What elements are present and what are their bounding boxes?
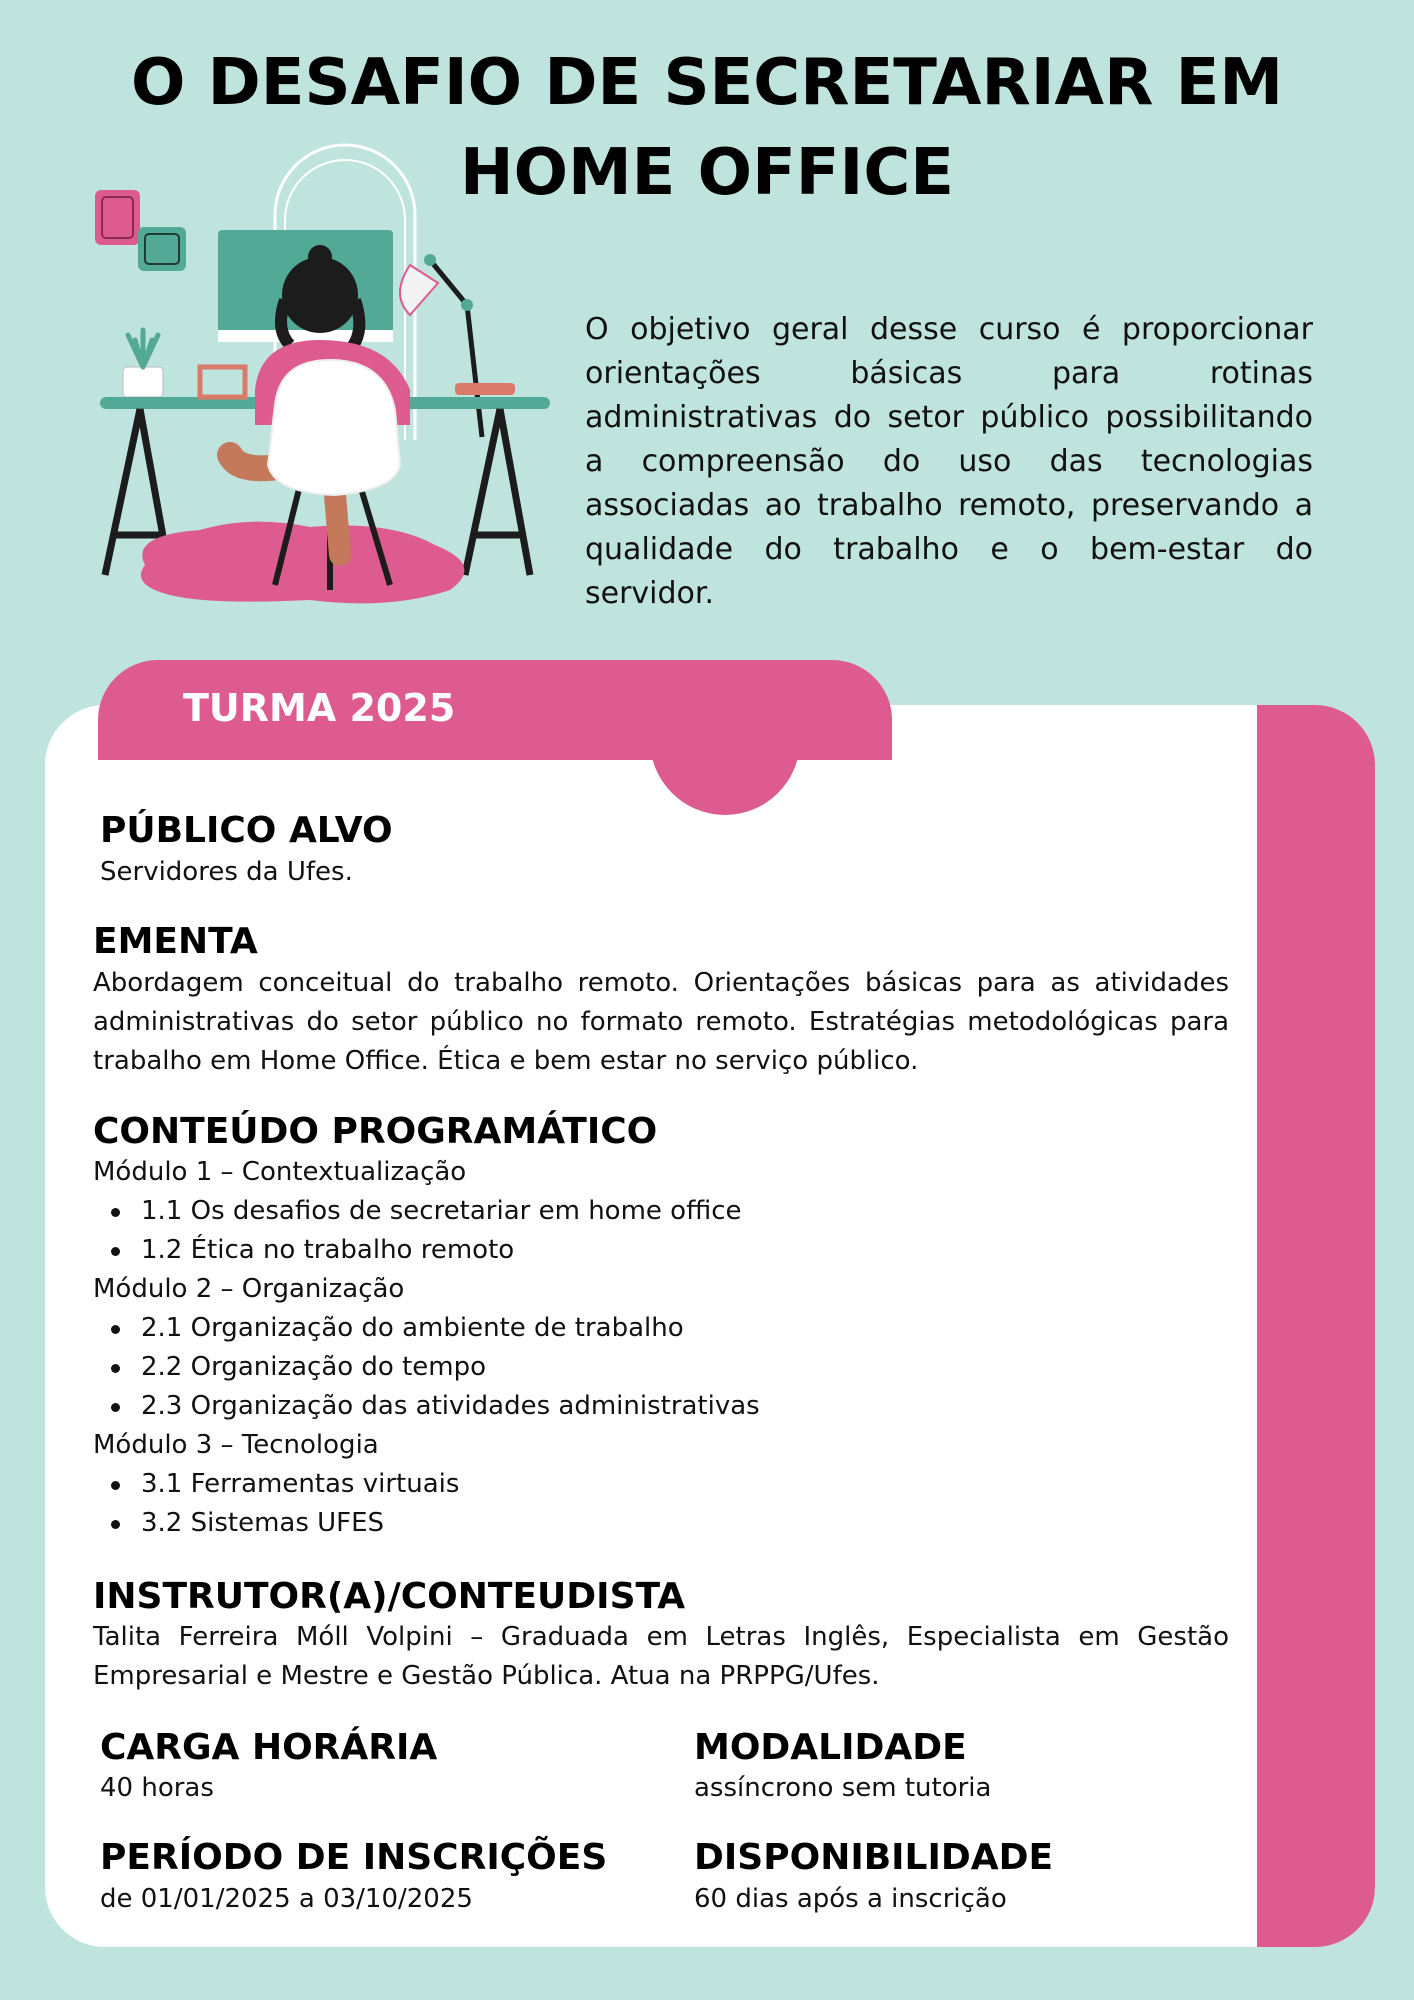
- disponibilidade-text: 60 dias após a inscrição: [694, 1884, 1007, 1914]
- list-item: 2.2 Organização do tempo: [93, 1348, 1193, 1387]
- course-objective-text: O objetivo geral desse curso é proporcionar orientações básicas para rotinas administrativas do setor público possibilitando a compreensão do uso das tecnologias associadas ao trabalho remoto, preservando a qualidade do trabalho e o bem-estar do servidor.: [585, 312, 1313, 611]
- ementa-text: Abordagem conceitual do trabalho remoto. Orientações básicas para as atividades administrativas do setor público no formato remoto. Estratégias metodológicas para trabalho em Home Office. Ética e bem estar no serviço público.: [93, 968, 1229, 1076]
- list-item: 3.2 Sistemas UFES: [93, 1504, 1193, 1543]
- card-accent-stripe: [1257, 705, 1375, 1947]
- list-item: 1.1 Os desafios de secretariar em home office: [93, 1192, 1193, 1231]
- publico-heading: PÚBLICO ALVO: [100, 810, 393, 851]
- list-item: 2.3 Organização das atividades administrativas: [93, 1387, 1193, 1426]
- publico-text: Servidores da Ufes.: [100, 857, 353, 887]
- periodo-text: de 01/01/2025 a 03/10/2025: [100, 1884, 473, 1914]
- page-title: O DESAFIO DE SECRETARIAR EM HOME OFFICE: [130, 46, 1284, 210]
- list-item: 1.2 Ética no trabalho remoto: [93, 1231, 1193, 1270]
- woman-at-desk-illustration: [90, 135, 570, 625]
- periodo-heading: PERÍODO DE INSCRIÇÕES: [100, 1837, 608, 1878]
- ementa-heading: EMENTA: [93, 921, 258, 962]
- conteudo-list: [93, 1153, 1193, 1543]
- module-title: Módulo 2 – Organização: [93, 1274, 405, 1304]
- module-title: Módulo 3 – Tecnologia: [93, 1430, 379, 1460]
- instrutor-text: Talita Ferreira Móll Volpini – Graduada em Letras Inglês, Especialista em Gestão Empresarial e Mestre e Gestão Pública. Atua na PRPPG/Ufes.: [93, 1622, 1229, 1691]
- carga-text: 40 horas: [100, 1773, 214, 1803]
- carga-heading: CARGA HORÁRIA: [100, 1727, 438, 1768]
- disponibilidade-heading: DISPONIBILIDADE: [694, 1837, 1054, 1878]
- module-title: Módulo 1 – Contextualização: [93, 1157, 467, 1187]
- modalidade-heading: MODALIDADE: [694, 1727, 967, 1768]
- list-item: 3.1 Ferramentas virtuais: [93, 1465, 1193, 1504]
- conteudo-heading: CONTEÚDO PROGRAMÁTICO: [93, 1111, 658, 1152]
- list-item: 2.1 Organização do ambiente de trabalho: [93, 1309, 1193, 1348]
- modalidade-text: assíncrono sem tutoria: [694, 1773, 992, 1803]
- instrutor-heading: INSTRUTOR(A)/CONTEUDISTA: [93, 1576, 686, 1617]
- class-tab-label: TURMA 2025: [183, 686, 456, 730]
